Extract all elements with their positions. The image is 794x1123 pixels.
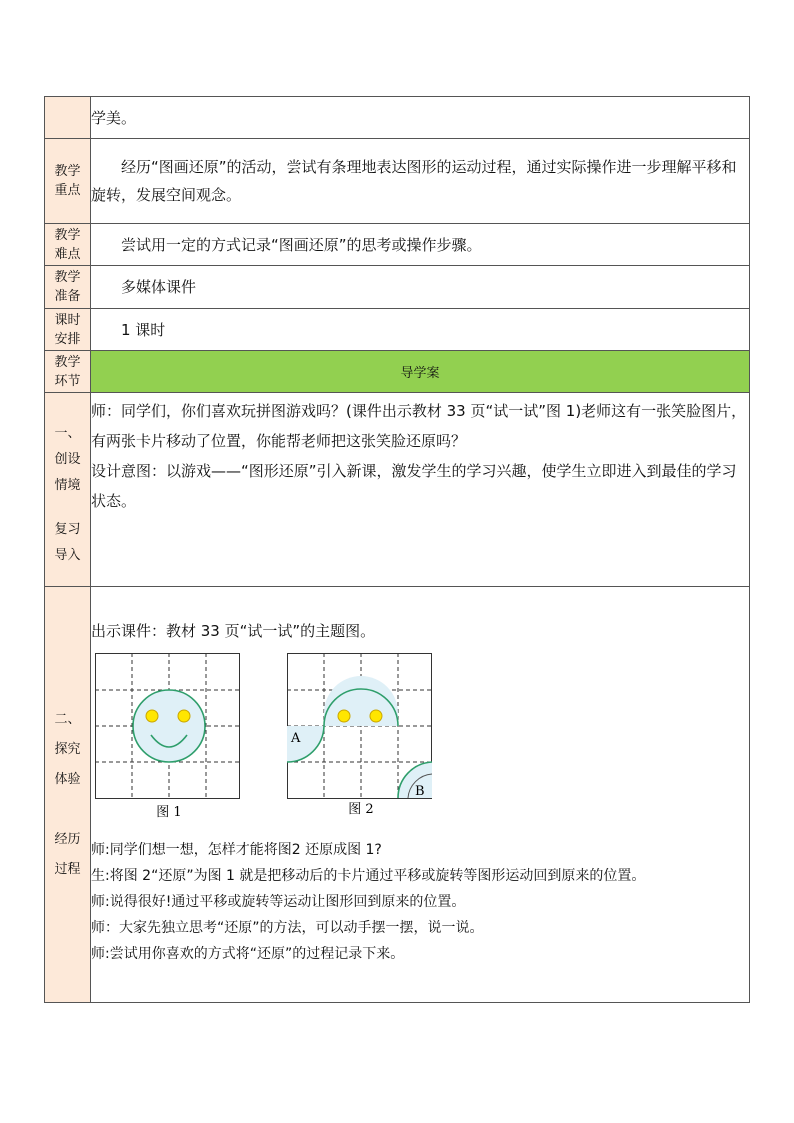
card-a-label: A [291, 731, 301, 746]
label-line: 难点 [54, 246, 81, 262]
fig1-caption: 图 1 [156, 805, 182, 820]
label-line: 情境 [54, 478, 81, 493]
label-cell-empty [45, 97, 91, 139]
label-line: 课时 [54, 312, 81, 328]
figure-row [91, 653, 749, 833]
smiley-face [133, 690, 205, 762]
label-stage [45, 351, 91, 393]
left-eye [146, 710, 158, 722]
fig2-caption: 图 2 [348, 802, 374, 817]
fig2-left-eye [338, 710, 350, 722]
section1-para1: 师：同学们，你们喜欢玩拼图游戏吗？(课件出示教材 33 页“试一试”图 1)老师这有一张笑脸图片，有两张卡片移动了位置，你能帮老师把这张笑脸还原吗？ [91, 402, 747, 450]
label-line: 导入 [54, 548, 81, 563]
label-line: 二、 [54, 711, 81, 727]
label-section1 [45, 393, 91, 587]
label-line: 准备 [54, 289, 81, 304]
row-top [45, 97, 750, 139]
stage-header: 导学案 [91, 351, 750, 393]
row-difficulty [45, 224, 750, 266]
dialogue-line: 师:说得很好!通过平移或旋转等运动让图形回到原来的位置。 [91, 894, 466, 910]
section2-content [91, 587, 750, 1003]
label-line: 创设 [54, 452, 81, 467]
time-text: 1 课时 [91, 309, 750, 351]
label-gap [45, 795, 90, 825]
label-line: 教学 [54, 354, 81, 370]
row-stage [45, 351, 750, 393]
label-line: 过程 [54, 861, 81, 877]
dialogue-line: 师:同学们想一想，怎样才能将图2 还原成图 1? [91, 842, 382, 858]
right-eye [178, 710, 190, 722]
label-prep [45, 266, 91, 309]
row-section2 [45, 587, 750, 1003]
label-gap [45, 499, 90, 517]
label-line: 教学 [54, 270, 81, 285]
dialogue-line: 师：大家先独立思考“还原”的方法，可以动手摆一摆，说一说。 [91, 920, 484, 936]
figure-2 [287, 653, 449, 833]
dialogue-line: 生:将图 2“还原”为图 1 就是把移动后的卡片通过平移或旋转等图形运动回到原来的位置。 [91, 868, 646, 884]
label-line: 复习 [54, 522, 81, 537]
label-difficulty [45, 224, 91, 266]
difficulty-text: 尝试用一定的方式记录“图画还原”的思考或操作步骤。 [91, 224, 750, 266]
label-line: 教学 [54, 227, 81, 243]
section1-para2: 设计意图：以游戏——“图形还原”引入新课，激发学生的学习兴趣，使学生立即进入到最佳的学习状态。 [91, 462, 737, 510]
dialogue-line: 师:尝试用你喜欢的方式将“还原”的过程记录下来。 [91, 946, 405, 962]
figure-1 [95, 653, 245, 833]
key-points-text: 经历“图画还原”的活动，尝试有条理地表达图形的运动过程，通过实际操作进一步理解平移和旋转，发展空间观念。 [91, 139, 750, 224]
label-line: 重点 [54, 183, 81, 198]
label-line: 教学 [54, 164, 81, 179]
row-key-points [45, 139, 750, 224]
label-time [45, 309, 91, 351]
lesson-plan-table [44, 96, 750, 1003]
section1-content [91, 393, 750, 587]
label-line: 体验 [54, 771, 81, 787]
label-key-points [45, 139, 91, 224]
row-prep [45, 266, 750, 309]
card-b-label: B [415, 784, 425, 799]
row-time [45, 309, 750, 351]
label-line: 安排 [54, 331, 81, 347]
label-line: 探究 [54, 741, 81, 757]
prep-text: 多媒体课件 [91, 266, 750, 309]
label-section2 [45, 587, 91, 1003]
section2-intro: 出示课件：教材 33 页“试一试”的主题图。 [91, 622, 376, 640]
row-section1 [45, 393, 750, 587]
dialogue [91, 837, 749, 967]
label-line: 经历 [54, 831, 81, 847]
label-line: 一、 [54, 426, 81, 441]
fig2-right-eye [370, 710, 382, 722]
top-text: 学美。 [91, 97, 750, 139]
label-line: 环节 [54, 373, 81, 389]
